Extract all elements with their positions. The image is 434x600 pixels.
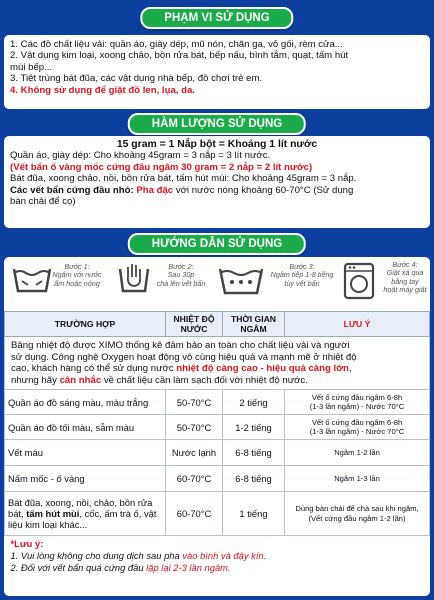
row-3-case: Vết máu (5, 440, 166, 466)
small-stains-rest: với nước nóng khoảng 60-70°C (Sử dụng (173, 184, 354, 196)
header-time: THỜI GIAN NGÂM (223, 312, 285, 337)
step-2-text: Sau 30p chà lên vết bẩn (156, 270, 206, 288)
small-stains-label: Các vết bẩn cứng đầu nhỏ: (10, 184, 134, 196)
row-4-temp: 60-70°C (166, 466, 223, 492)
row-2-note: Vết ố cứng đầu ngâm 6-8h (1-3 lần ngâm) - Nước 70°C (285, 415, 430, 440)
table-header (5, 312, 430, 337)
row-5-time: 1 tiếng (223, 492, 285, 536)
note-2a: 2. Đối với vết bẩn quá cứng đầu (10, 561, 147, 573)
step-2-label: Bước 2: (168, 262, 194, 271)
intro-line-4a: nhưng hãy (11, 374, 60, 386)
table-row (5, 492, 430, 536)
row-2-case: Quần áo đồ tối màu, sẫm màu (5, 415, 166, 440)
soak-time-icon (216, 261, 266, 297)
row-3-note: Ngâm 1-2 lần (285, 440, 430, 466)
dosage-clothes: Quần áo, giày dép: Cho khoảng 45gram = 3 nắp = 3 lít nước. (10, 150, 271, 162)
dosage-ratio: 15 gram = 1 Nắp bột = Khoảng 1 lít nước (116, 139, 318, 150)
row-4-time: 6-8 tiếng (223, 466, 285, 492)
note-2b: lặp lại 2-3 lần ngâm. (146, 561, 231, 573)
step-4-label: Bước 4: (392, 260, 418, 269)
step-4-caption (378, 261, 430, 295)
row-3-temp: Nước lạnh (166, 440, 223, 466)
dosage-stains: (Vết bẩn ố vàng mốc cứng đầu ngâm 30 gram = 2 nắp = 2 lít nước) (10, 161, 313, 173)
washing-machine-icon (342, 261, 376, 301)
row-1-case: Quần áo đồ sáng màu, màu trắng (5, 390, 166, 415)
header-note: LƯU Ý (285, 312, 430, 337)
row-5-case-a: Bát đũa, xoong, nồi, chảo, bồn rửa bát, (8, 497, 153, 520)
step-3-text: Ngâm tiếp 1-8 tiếng tùy vết bẩn (270, 270, 334, 288)
note-1b: vào bình và đậy kín. (182, 549, 267, 561)
step-3-label: Bước 3: (289, 262, 315, 271)
intro-line-3c: , (348, 363, 352, 375)
intro-line-1: Bảng nhiệt độ được XIMO thống kê đảm bảo an toàn cho chất liệu vải và người (11, 340, 350, 351)
row-5-case (5, 492, 166, 536)
row-1-time: 2 tiếng (223, 390, 285, 415)
section-title-guide: HƯỚNG DẪN SỬ DỤNG (128, 233, 306, 255)
row-4-note: Ngâm 1-3 lần (285, 466, 430, 492)
table-row (5, 466, 430, 492)
section-title-scope: PHẠM VI SỬ DỤNG (140, 7, 293, 29)
soak-basin-icon (10, 261, 54, 295)
step-4-text: Giặt xả qua bằng tay hoặt máy giặt (383, 268, 427, 295)
step-3-caption (268, 263, 336, 288)
step-1-text: Ngâm với nước ấm hoặc nóng (52, 270, 102, 288)
intro-highlight-1: nhiệt độ càng cao - hiệu quả càng lớn (176, 363, 349, 375)
hand-scrub-icon (116, 261, 152, 295)
dosage-panel (4, 136, 430, 228)
notes (5, 536, 430, 576)
guide-panel (4, 257, 430, 596)
intro-highlight-2: cân nhắc (59, 374, 102, 386)
scope-panel (4, 35, 430, 109)
step-2-caption (154, 263, 208, 288)
header-temp: NHIỆT ĐỘ NƯỚC (166, 312, 223, 337)
row-5-case-c: , cốc, ấm trà ố, vật liệu kim loại khác... (8, 508, 157, 531)
concentrate-text: Pha đặc (133, 184, 174, 196)
row-1-note: Vết ố cứng đầu ngâm 6-8h (1-3 lần ngâm) - Nước 70°C (285, 390, 430, 415)
intro-line-2: sử dụng. Công nghệ Oxygen hoạt động vô cùng hiệu quả và mạnh mẽ ở nhiệt độ (11, 351, 357, 363)
table-row (5, 390, 430, 415)
intro-line-4c: về chất liệu cần làm sạch đối với nhiệt độ nước. (101, 374, 308, 386)
table-row (5, 440, 430, 466)
note-1a: 1. Vui lòng không cho dung dịch sau pha (10, 549, 183, 561)
intro-line-3a: cao, khách hàng có thể sử dụng nước (11, 363, 177, 375)
intro-row (5, 337, 430, 390)
row-5-temp: 60-70°C (166, 492, 223, 536)
steps-row (4, 257, 430, 309)
dosage-brush: bàn chải để cọ) (10, 196, 76, 208)
dosage-dishes: Bát đũa, xoong chảo, nồi, bồn rửa bát, tấm hút mùi: Cho khoảng 45gram = 3 nắp. (10, 173, 357, 185)
scope-warning: 4. Không sử dụng để giặt đồ len, lụa, da. (10, 84, 195, 96)
scope-item-2-cont: mùi bếp... (10, 61, 53, 73)
header-case: TRƯỜNG HỢP (5, 312, 166, 337)
step-1-label: Bước 1: (64, 262, 90, 271)
scope-item-3: 3. Tiệt trùng bát đũa, các vật dụng nhà bếp, đồ chơi trẻ em. (10, 73, 263, 85)
step-1-caption (52, 263, 102, 288)
section-title-dosage: HÀM LƯỢNG SỬ DỤNG (128, 113, 306, 135)
row-2-time: 1-2 tiếng (223, 415, 285, 440)
table-row (5, 415, 430, 440)
scope-item-1: 1. Các đồ chất liệu vải: quần áo, giày dép, mũ nón, chăn ga, vỏ gối, rèm cửa... (10, 39, 343, 50)
row-2-temp: 50-70°C (166, 415, 223, 440)
row-5-note: Dùng bàn chải để chà sau khi ngâm, (Vết cứng đầu ngâm 1-2 lần) (285, 492, 430, 536)
row-1-temp: 50-70°C (166, 390, 223, 415)
notes-row (5, 536, 430, 576)
usage-table (4, 311, 430, 576)
scope-item-2: 2. Vật dụng kim loại, xoong chảo, bồn rửa bát, bếp nấu, bình tắm, quạt, tấm hút (10, 50, 349, 62)
row-5-case-b: tấm hút mùi (26, 508, 80, 520)
notes-title: *Lưu ý: (10, 538, 44, 550)
dosage-small-stains (10, 185, 424, 196)
intro-text (5, 337, 430, 390)
row-3-time: 6-8 tiếng (223, 440, 285, 466)
row-4-case: Nấm mốc - ố vàng (5, 466, 166, 492)
